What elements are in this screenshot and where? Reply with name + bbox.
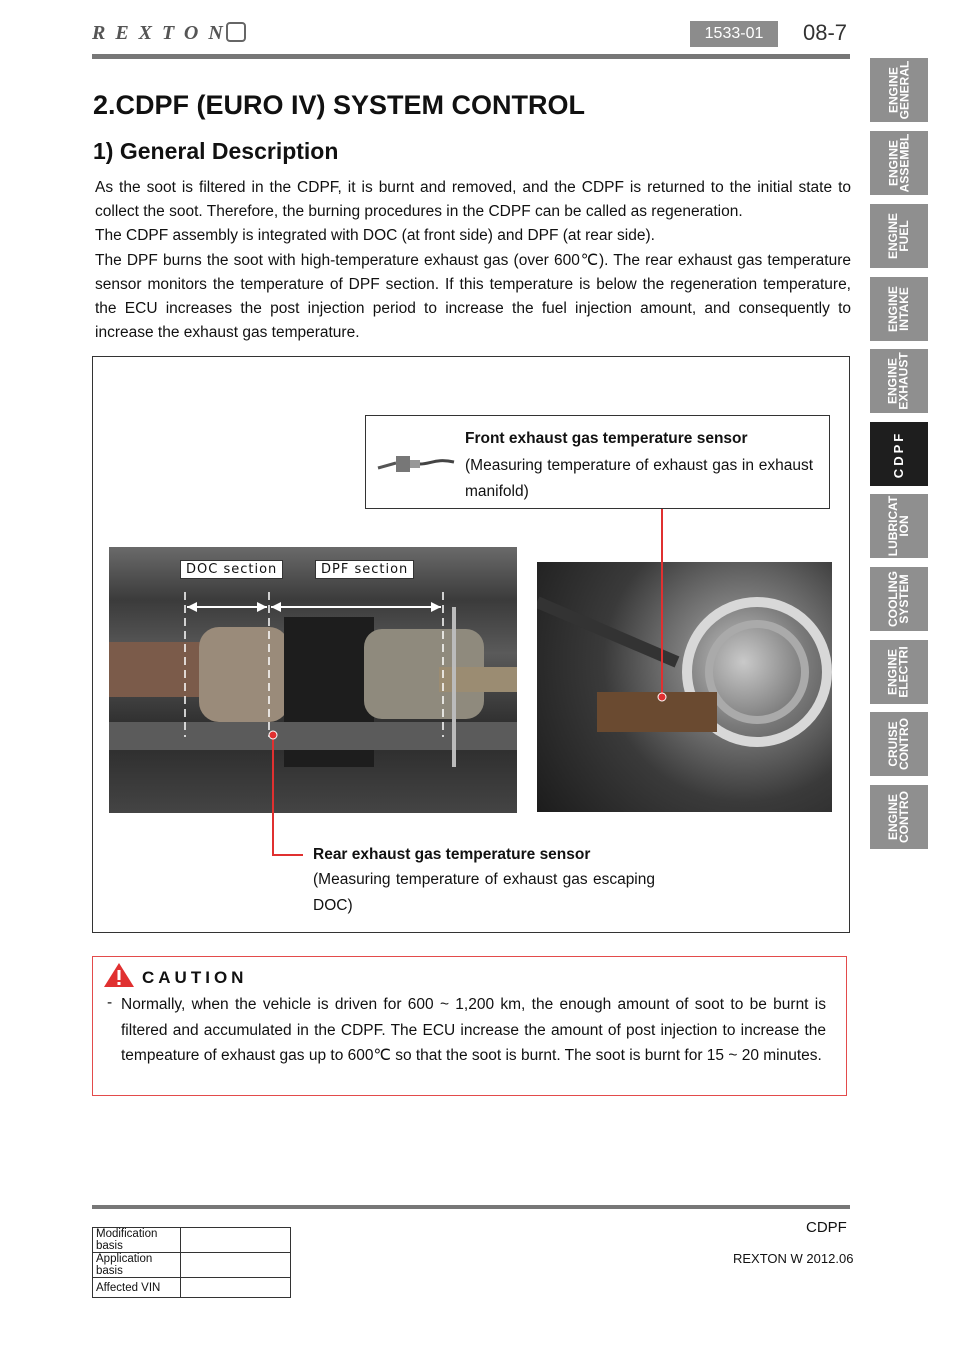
tab-cruise-control[interactable]: CRUISE CONTRO — [870, 712, 928, 776]
doc-section-label: DOC section — [180, 560, 283, 579]
tab-engine-fuel[interactable]: ENGINE FUEL — [870, 204, 928, 268]
modification-table — [92, 1227, 291, 1298]
tab-engine-electrical[interactable]: ENGINE ELECTRI — [870, 640, 928, 704]
tab-lubrication[interactable]: LUBRICAT ION — [870, 494, 928, 558]
tab-engine-control[interactable]: ENGINE CONTRO — [870, 785, 928, 849]
table-value — [181, 1253, 291, 1278]
footer-section-name: CDPF — [806, 1219, 847, 1236]
section-code-badge: 1533-01 — [690, 21, 778, 47]
caution-label: CAUTION — [142, 968, 248, 987]
table-value — [181, 1278, 291, 1298]
front-sensor-description: (Measuring temperature of exhaust gas in exhaust manifold) — [465, 457, 813, 500]
section-heading: 1) General Description — [93, 138, 339, 164]
footer-model: REXTON W 2012.06 — [733, 1251, 854, 1266]
warning-icon — [103, 962, 135, 988]
paragraph: The DPF burns the soot with high-temperature exhaust gas (over 600℃). The rear exhaust gas temperature sensor monitors the temperature of DPF section. If this temperature is below the regeneration temperature, the ECU increases the post injection period to increase the fuel injection amount, and consequently to increase the exhaust gas temperature. — [95, 251, 851, 342]
table-row — [93, 1253, 291, 1278]
sensor-icon — [376, 438, 456, 488]
table-row — [93, 1228, 291, 1253]
rear-sensor-description: (Measuring temperature of exhaust gas escaping DOC) — [313, 871, 655, 914]
paragraph: As the soot is filtered in the CDPF, it is burnt and removed, and the CDPF is returned to the initial state to collect the soot. Therefore, the burning procedures in the CDPF can be called as regeneration. — [95, 179, 851, 221]
caution-bullet: - — [107, 994, 113, 1011]
brand-logo: REXTON — [92, 22, 233, 44]
rear-sensor-title: Rear exhaust gas temperature sensor — [313, 846, 591, 863]
caution-text: Normally, when the vehicle is driven for 600 ~ 1,200 km, the enough amount of soot to be burnt is filtered and accumulated in the CDPF. The ECU increase the amount of post injection to increase the tempeature of exhaust gas up to 600℃ so that the soot is burnt. The soot is burnt for 15 ~ 20 minutes. — [121, 996, 826, 1064]
tab-engine-intake[interactable]: ENGINE INTAKE — [870, 277, 928, 341]
tab-engine-assembly[interactable]: ENGINE ASSEMBL — [870, 131, 928, 195]
table-row — [93, 1278, 291, 1298]
table-value — [181, 1228, 291, 1253]
dpf-section-label: DPF section — [315, 560, 414, 579]
page-title: 2.CDPF (EURO IV) SYSTEM CONTROL — [93, 90, 586, 120]
table-key: Application basis — [93, 1253, 181, 1278]
paragraph: The CDPF assembly is integrated with DOC (at front side) and DPF (at rear side). — [95, 227, 655, 245]
table-key: Affected VIN — [93, 1278, 181, 1298]
tab-cdpf[interactable]: CDPF — [870, 422, 928, 486]
tab-engine-exhaust[interactable]: ENGINE EXHAUST — [870, 349, 928, 413]
table-key: Modification basis — [93, 1228, 181, 1253]
page-number: 08-7 — [803, 20, 848, 45]
footer-rule — [92, 1205, 850, 1209]
tab-cooling-system[interactable]: COOLING SYSTEM — [870, 567, 928, 631]
front-sensor-title: Front exhaust gas temperature sensor — [465, 430, 748, 447]
tab-engine-general[interactable]: ENGINE GENERAL — [870, 58, 928, 122]
